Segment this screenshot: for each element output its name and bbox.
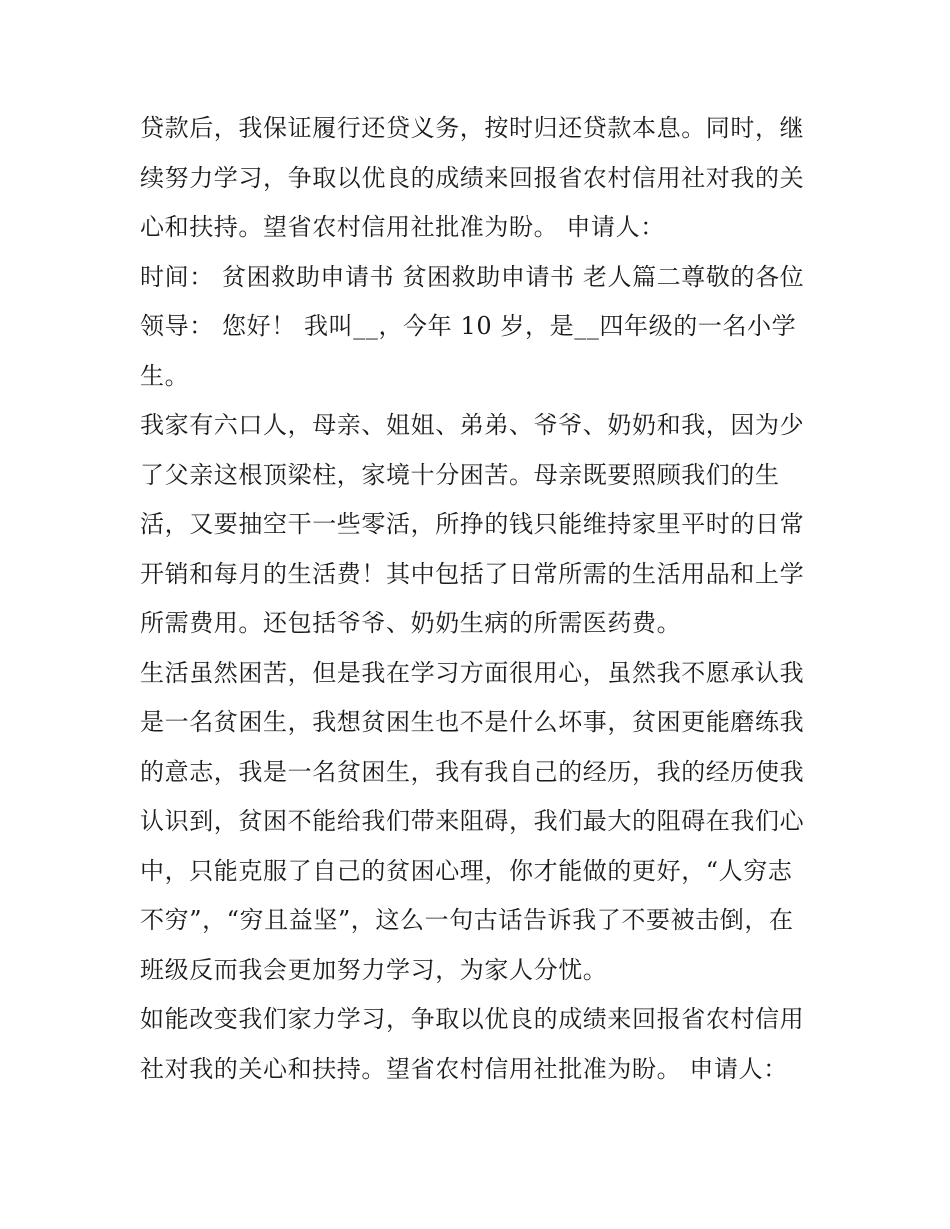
text-line: 的意志，我是一名贫困生，我有我自己的经历，我的经历使我: [140, 757, 805, 786]
text-line: 生活虽然困苦，但是我在学习方面很用心，虽然我不愿承认我: [140, 658, 805, 687]
text-line: 如能改变我们家力学习，争取以优良的成绩来回报省农村信用: [140, 1005, 805, 1033]
paragraph-family: [140, 401, 815, 649]
text-line: 贷款后，我保证履行还贷义务，按时归还贷款本息。同时，继: [140, 114, 805, 142]
text-line: 所需费用。还包括爷爷、奶奶生病的所需医药费。: [140, 609, 682, 637]
text-line: 是一名贫困生，我想贫困生也不是什么坏事，贫困更能磨练我: [140, 708, 805, 736]
text-line: 我家有六口人，母亲、姐姐、弟弟、爷爷、奶奶和我，因为少: [140, 411, 805, 439]
paragraph-loan-promise: [140, 104, 815, 253]
text-line: 开销和每月的生活费！其中包括了日常所需的生活用品和上学: [140, 559, 805, 588]
text-line: 认识到，贫困不能给我们带来阻碍，我们最大的阻碍在我们心: [140, 807, 805, 835]
document-page: [140, 104, 815, 1094]
paragraph-study: [140, 649, 815, 996]
text-line: 社对我的关心和扶持。望省农村信用社批准为盼。 申请人：: [140, 1054, 788, 1083]
text-line: 生。: [140, 361, 190, 390]
paragraph-greeting: [140, 253, 815, 402]
text-line: 中，只能克服了自己的贫困心理，你才能做的更好，“人穷志: [140, 856, 793, 885]
paragraph-closing: [140, 995, 815, 1094]
text-line: 领导： 您好！ 我叫__，今年 10 岁，是__四年级的一名小学: [140, 312, 797, 340]
text-line: 班级反而我会更加努力学习，为家人分忧。: [140, 955, 608, 984]
text-line: 时间： 贫困救助申请书 贫困救助申请书 老人篇二尊敬的各位: [140, 262, 805, 291]
text-line: 不穷”，“穷且益坚”，这么一句古话告诉我了不要被击倒，在: [140, 906, 794, 934]
text-line: 活，又要抽空干一些零活，所挣的钱只能维持家里平时的日常: [140, 510, 805, 538]
text-line: 了父亲这根顶梁柱，家境十分困苦。母亲既要照顾我们的生: [140, 460, 780, 489]
text-line: 心和扶持。望省农村信用社批准为盼。 申请人：: [140, 213, 665, 241]
text-line: 续努力学习，争取以优良的成绩来回报省农村信用社对我的关: [140, 163, 805, 192]
